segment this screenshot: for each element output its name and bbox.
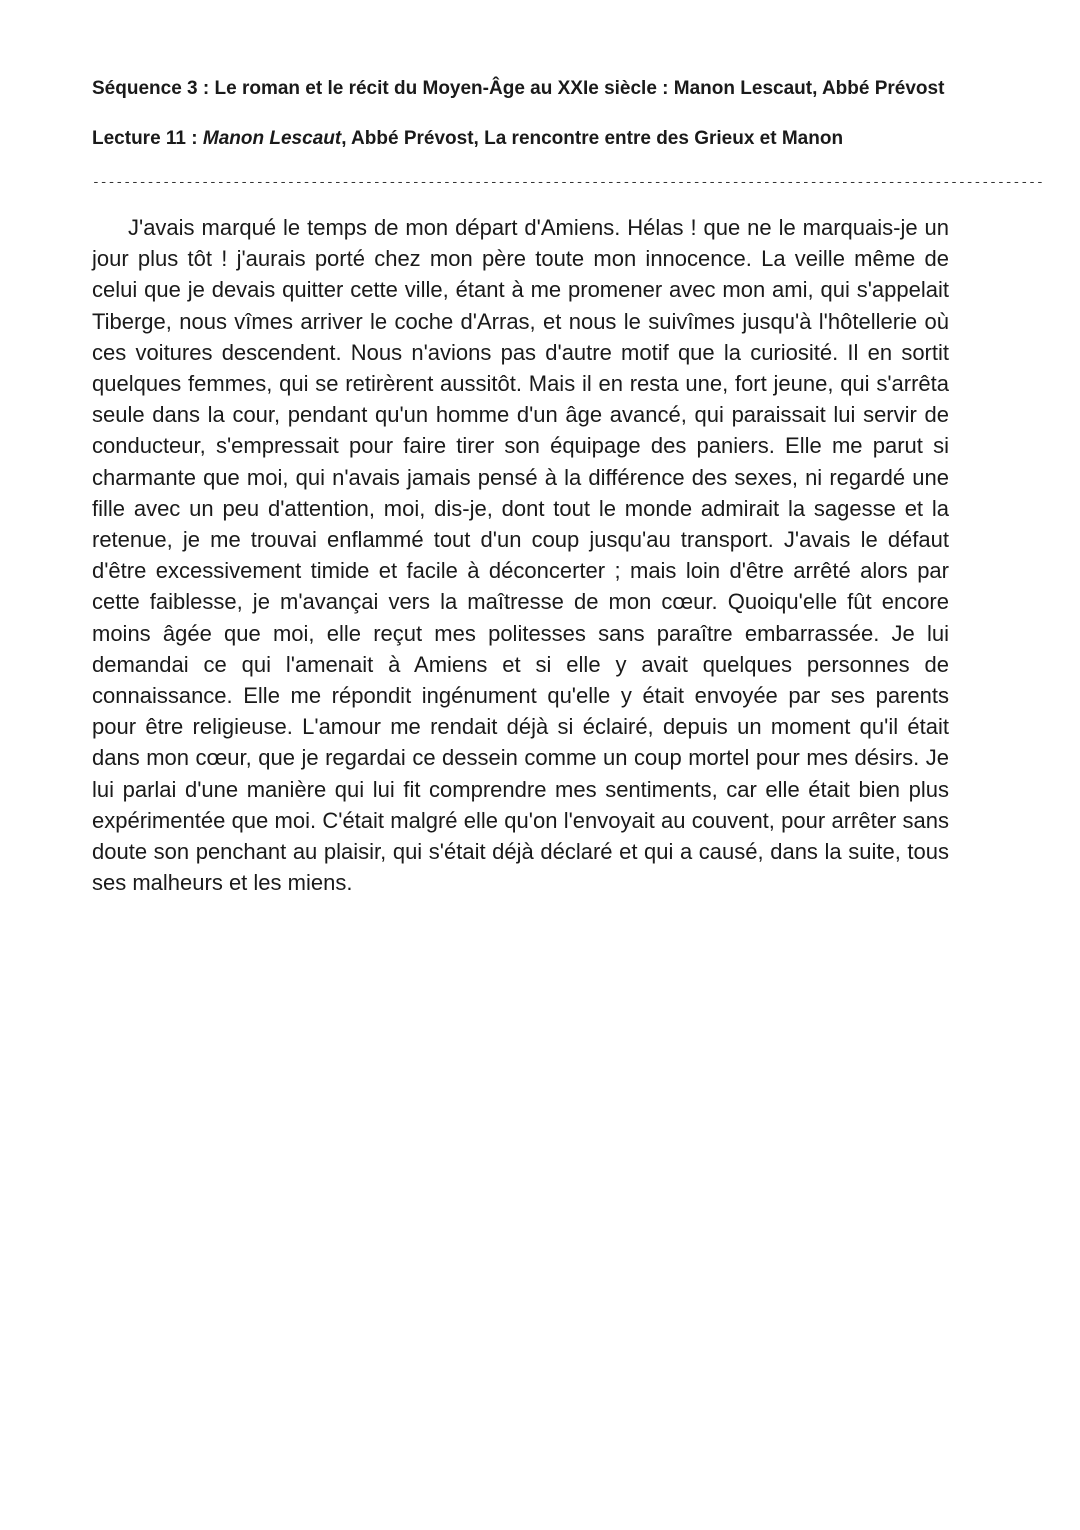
sequence-heading: Séquence 3 : Le roman et le récit du Moyen-Âge au XXIe siècle : Manon Lescaut, Abbé Prévost xyxy=(92,78,945,99)
lecture-heading xyxy=(92,126,949,152)
lecture-suffix: , Abbé Prévost, La rencontre entre des Grieux et Manon xyxy=(341,128,844,149)
lecture-prefix: Lecture 11 : xyxy=(92,128,203,149)
dashed-separator: -------------------------------------------------------------------------------------------------------------------------- xyxy=(92,175,1044,190)
lecture-work-title: Manon Lescaut xyxy=(202,128,342,149)
excerpt-paragraph: J'avais marqué le temps de mon départ d'Amiens. Hélas ! que ne le marquais-je un jour plus tôt ! j'aurais porté chez mon père toute mon innocence. La veille même de celui que je devais quitter cette ville, étant à me promener avec mon ami, qui s'appelait Tiberge, nous vîmes arriver le coche d'Arras, et nous le suivîmes jusqu'à l'hôtellerie où ces voitures descendent. Nous n'avions pas d'autre motif que la curiosité. Il en sortit quelques femmes, qui se retirèrent aussitôt. Mais il en resta une, fort jeune, qui s'arrêta seule dans la cour, pendant qu'un homme d'un âge avancé, qui paraissait lui servir de conducteur, s'empressait pour faire tirer son équipage des paniers. Elle me parut si charmante que moi, qui n'avais jamais pensé à la différence des sexes, ni regardé une fille avec un peu d'attention, moi, dis-je, dont tout le monde admirait la sagesse et la retenue, je me trouvai enflammé tout d'un coup jusqu'au transport. J'avais le défaut d'être excessivement timide et facile à déconcerter ; mais loin d'être arrêté alors par cette faiblesse, je m'avançai vers la maîtresse de mon cœur. Quoiqu'elle fût encore moins âgée que moi, elle reçut mes politesses sans paraître embarrassée. Je lui demandai ce qui l'amenait à Amiens et si elle y avait quelques personnes de connaissance. Elle me répondit ingénument qu'elle y était envoyée par ses parents pour être religieuse. L'amour me rendait déjà si éclairé, depuis un moment qu'il était dans mon cœur, que je regardai ce dessein comme un coup mortel pour mes désirs. Je lui parlai d'une manière qui lui fit comprendre mes sentiments, car elle était bien plus expérimentée que moi. C'était malgré elle qu'on l'envoyait au couvent, pour arrêter sans doute son penchant au plaisir, qui s'était déjà déclaré et qui a causé, dans la suite, tous ses malheurs et les miens. xyxy=(92,215,949,896)
document-page xyxy=(92,76,1044,898)
